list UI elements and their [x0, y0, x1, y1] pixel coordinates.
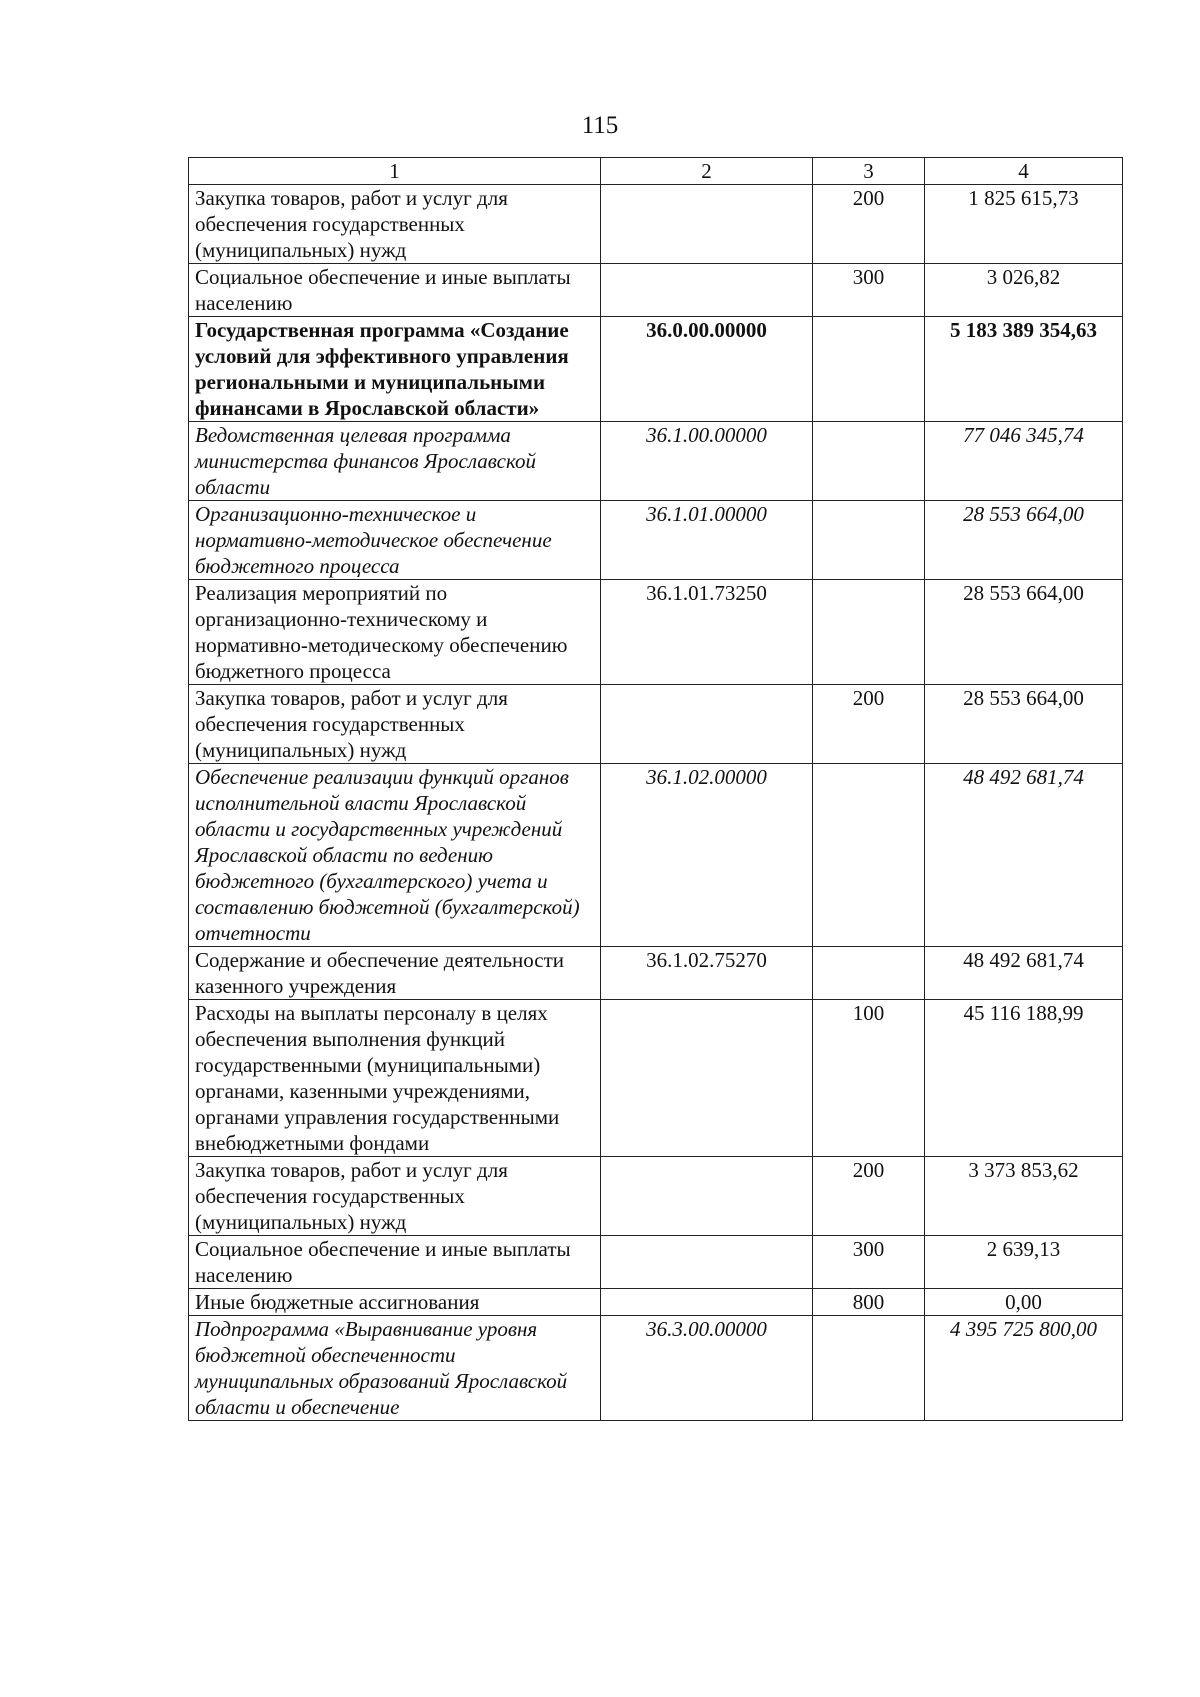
row-amount-cell: 48 492 681,74 — [925, 947, 1123, 1000]
row-name-cell: Закупка товаров, работ и услуг для обеспечения государственных (муниципальных) нужд — [189, 685, 601, 764]
table-row — [189, 1316, 1123, 1421]
row-expense-type-cell: 300 — [813, 264, 925, 317]
budget-table — [188, 157, 1123, 1421]
row-expense-type-cell: 100 — [813, 1000, 925, 1157]
row-amount-cell: 45 116 188,99 — [925, 1000, 1123, 1157]
row-expense-type-cell — [813, 1316, 925, 1421]
table-row — [189, 1000, 1123, 1157]
row-name-cell: Организационно-техническое и нормативно-методическое обеспечение бюджетного процесса — [189, 501, 601, 580]
row-name-cell: Иные бюджетные ассигнования — [189, 1289, 601, 1316]
row-name-cell: Расходы на выплаты персоналу в целях обеспечения выполнения функций государственными (муниципальными) органами, казенными учреждениями, органами управления государственными внебюджетными фондами — [189, 1000, 601, 1157]
table-row — [189, 685, 1123, 764]
column-header-2: 2 — [601, 158, 813, 185]
table-row — [189, 185, 1123, 264]
table-row — [189, 422, 1123, 501]
table-row — [189, 1289, 1123, 1316]
row-name-cell: Государственная программа «Создание условий для эффективного управления региональными и муниципальными финансами в Ярославской области» — [189, 317, 601, 422]
row-amount-cell: 0,00 — [925, 1289, 1123, 1316]
table-row — [189, 317, 1123, 422]
table-row — [189, 1236, 1123, 1289]
row-expense-type-cell: 200 — [813, 185, 925, 264]
row-amount-cell: 5 183 389 354,63 — [925, 317, 1123, 422]
header-row — [189, 158, 1123, 185]
row-name-cell: Закупка товаров, работ и услуг для обеспечения государственных (муниципальных) нужд — [189, 1157, 601, 1236]
row-amount-cell: 3 026,82 — [925, 264, 1123, 317]
table-row — [189, 580, 1123, 685]
row-code-cell — [601, 1000, 813, 1157]
row-amount-cell: 4 395 725 800,00 — [925, 1316, 1123, 1421]
row-code-cell: 36.1.01.73250 — [601, 580, 813, 685]
row-name-cell: Реализация мероприятий по организационно-техническому и нормативно-методическому обеспечению бюджетного процесса — [189, 580, 601, 685]
column-header-1: 1 — [189, 158, 601, 185]
row-name-cell: Обеспечение реализации функций органов исполнительной власти Ярославской области и государственных учреждений Ярославской области по ведению бюджетного (бухгалтерского) учета и составлению бюджетной (бухгалтерской) отчетности — [189, 764, 601, 947]
row-expense-type-cell: 200 — [813, 685, 925, 764]
row-name-cell: Закупка товаров, работ и услуг для обеспечения государственных (муниципальных) нужд — [189, 185, 601, 264]
page-number: 115 — [581, 112, 619, 139]
row-name-cell: Содержание и обеспечение деятельности казенного учреждения — [189, 947, 601, 1000]
row-code-cell: 36.1.00.00000 — [601, 422, 813, 501]
row-code-cell — [601, 685, 813, 764]
row-amount-cell: 1 825 615,73 — [925, 185, 1123, 264]
row-amount-cell: 48 492 681,74 — [925, 764, 1123, 947]
row-expense-type-cell — [813, 947, 925, 1000]
row-expense-type-cell: 200 — [813, 1157, 925, 1236]
table-row — [189, 764, 1123, 947]
table-row — [189, 501, 1123, 580]
table-row — [189, 947, 1123, 1000]
table-body — [189, 185, 1123, 1421]
row-code-cell — [601, 264, 813, 317]
row-code-cell: 36.0.00.00000 — [601, 317, 813, 422]
row-code-cell — [601, 1236, 813, 1289]
row-code-cell: 36.1.01.00000 — [601, 501, 813, 580]
row-name-cell: Социальное обеспечение и иные выплаты населению — [189, 264, 601, 317]
row-expense-type-cell — [813, 501, 925, 580]
row-amount-cell: 28 553 664,00 — [925, 580, 1123, 685]
row-expense-type-cell — [813, 422, 925, 501]
row-expense-type-cell: 800 — [813, 1289, 925, 1316]
row-code-cell: 36.1.02.75270 — [601, 947, 813, 1000]
row-name-cell: Подпрограмма «Выравнивание уровня бюджетной обеспеченности муниципальных образований Ярославской области и обеспечение — [189, 1316, 601, 1421]
row-code-cell — [601, 185, 813, 264]
row-code-cell — [601, 1157, 813, 1236]
table-row — [189, 264, 1123, 317]
row-amount-cell: 2 639,13 — [925, 1236, 1123, 1289]
row-expense-type-cell — [813, 764, 925, 947]
table-row — [189, 1157, 1123, 1236]
row-expense-type-cell: 300 — [813, 1236, 925, 1289]
row-amount-cell: 28 553 664,00 — [925, 501, 1123, 580]
row-code-cell: 36.3.00.00000 — [601, 1316, 813, 1421]
row-expense-type-cell — [813, 580, 925, 685]
column-header-4: 4 — [925, 158, 1123, 185]
row-code-cell: 36.1.02.00000 — [601, 764, 813, 947]
row-name-cell: Социальное обеспечение и иные выплаты населению — [189, 1236, 601, 1289]
row-expense-type-cell — [813, 317, 925, 422]
row-code-cell — [601, 1289, 813, 1316]
row-name-cell: Ведомственная целевая программа министерства финансов Ярославской области — [189, 422, 601, 501]
row-amount-cell: 77 046 345,74 — [925, 422, 1123, 501]
column-header-3: 3 — [813, 158, 925, 185]
row-amount-cell: 3 373 853,62 — [925, 1157, 1123, 1236]
row-amount-cell: 28 553 664,00 — [925, 685, 1123, 764]
